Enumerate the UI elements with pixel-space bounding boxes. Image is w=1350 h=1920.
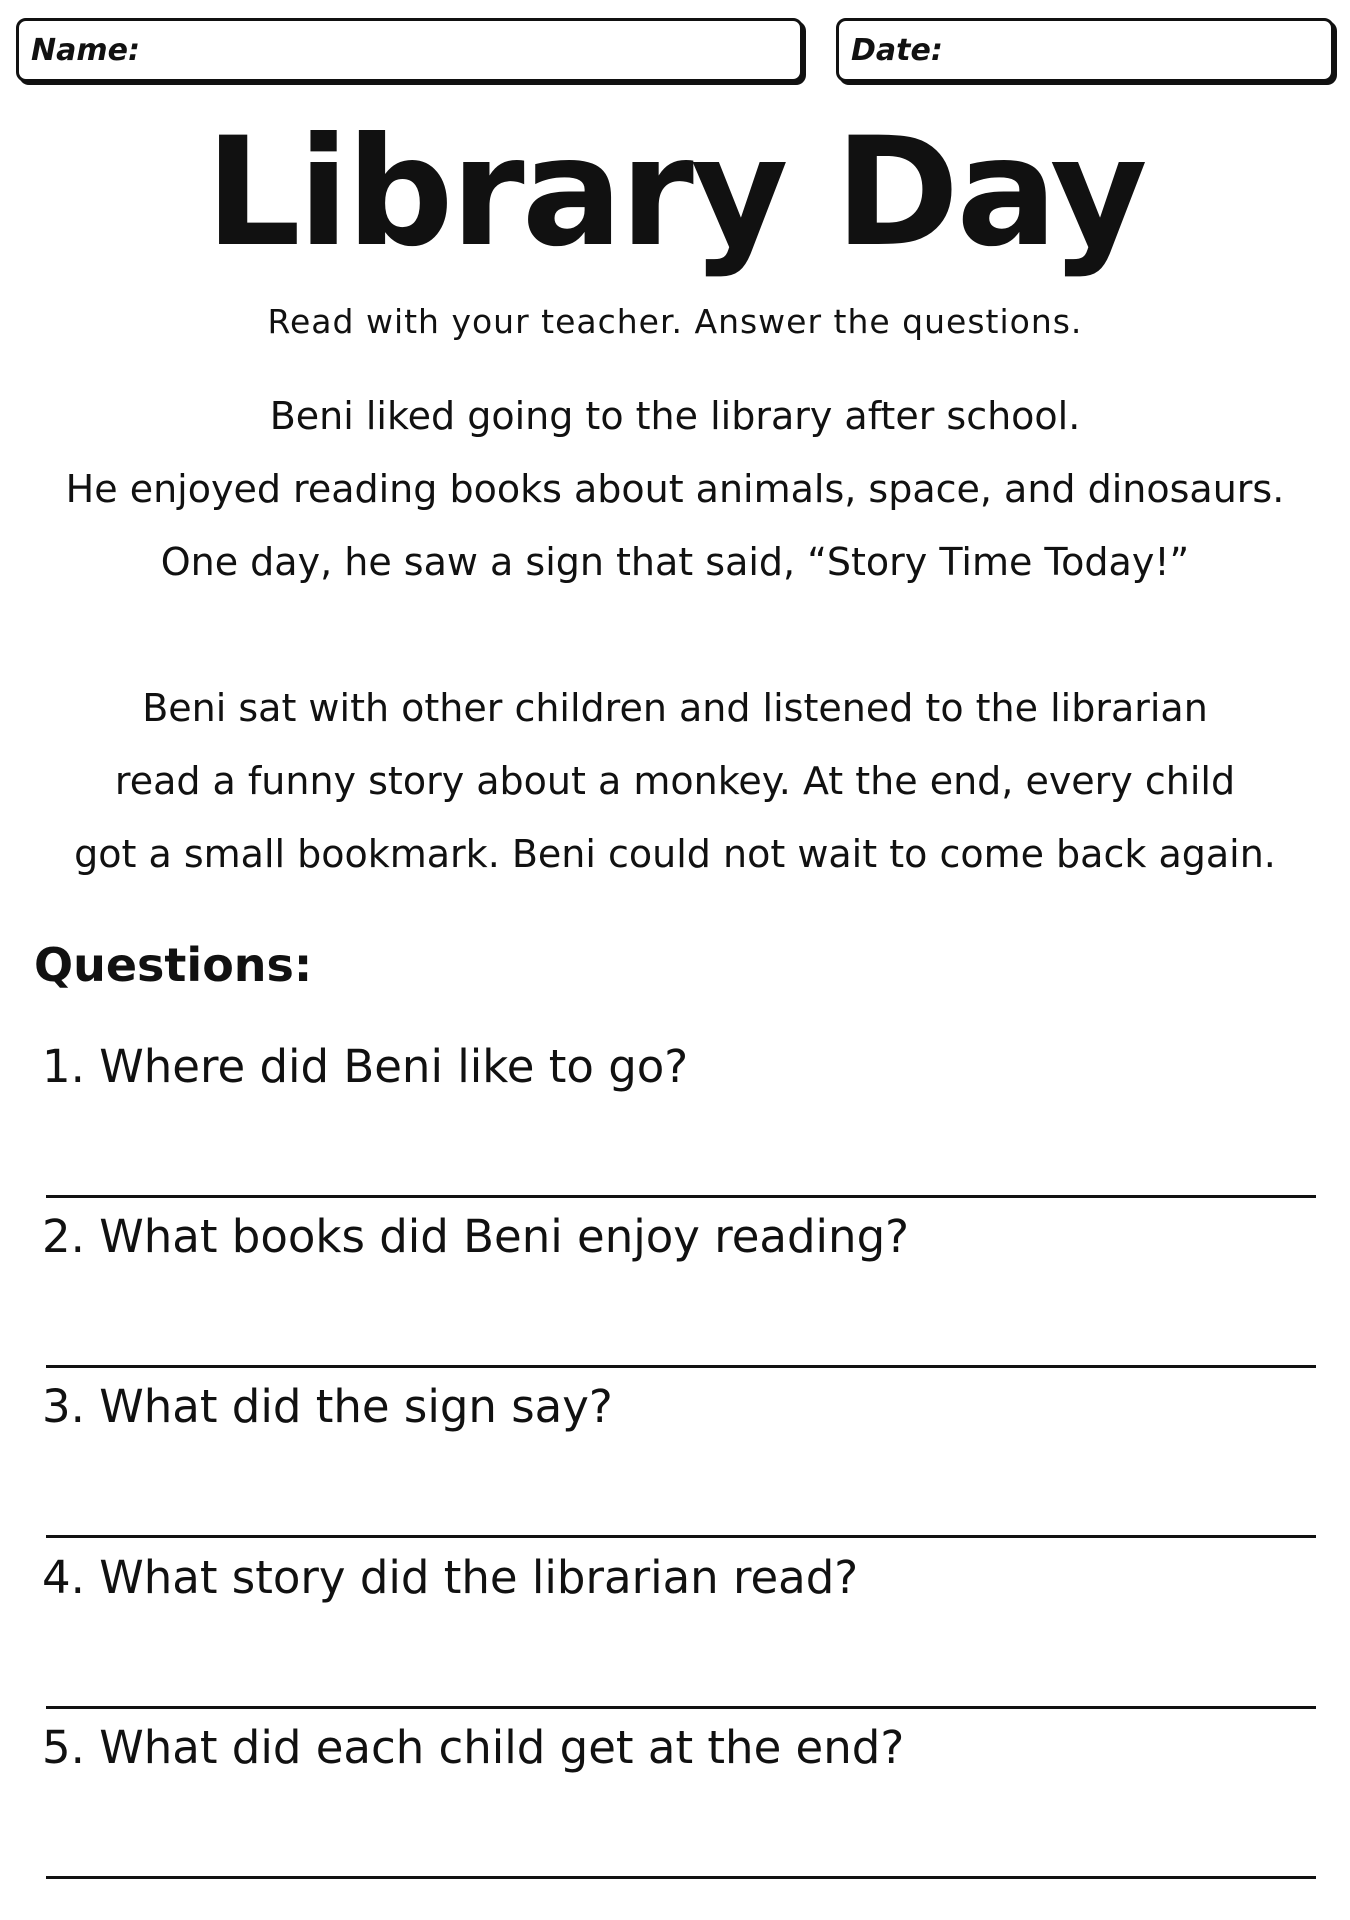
story-line: He enjoyed reading books about animals, space, and dinosaurs. [65,467,1285,511]
story-line: One day, he saw a sign that said, “Story Time Today!” [160,540,1190,584]
question-1-text: 1. Where did Beni like to go? [42,1040,689,1093]
name-field-box [16,18,803,82]
answer-3-input[interactable] [46,1495,1316,1538]
question-2-text: 2. What books did Beni enjoy reading? [42,1210,910,1263]
story-line: Beni sat with other children and listened to the librarian [142,686,1208,730]
question-5-text: 5. What did each child get at the end? [42,1721,905,1774]
date-label: Date: [851,33,943,68]
question-4-text: 4. What story did the librarian read? [42,1551,859,1604]
question-5 [42,1718,1312,1883]
story-passage [0,380,1350,891]
story-line: read a funny story about a monkey. At the end, every child [114,759,1236,803]
answer-5-input[interactable] [46,1836,1316,1879]
question-1 [42,1037,1312,1202]
story-line: Beni liked going to the library after school. [269,394,1081,438]
name-input[interactable] [144,29,790,71]
paragraph-gap [0,599,1350,672]
page-title: Library Day [205,106,1145,280]
questions-heading: Questions: [34,938,313,992]
date-field-box [836,18,1334,82]
question-2 [42,1207,1312,1372]
answer-4-input[interactable] [46,1666,1316,1709]
instructions: Read with your teacher. Answer the questions. [267,302,1083,341]
question-3 [42,1377,1312,1542]
date-input[interactable] [939,29,1321,71]
name-label: Name: [31,33,140,68]
question-4 [42,1548,1312,1713]
question-3-text: 3. What did the sign say? [42,1380,613,1433]
answer-1-input[interactable] [46,1155,1316,1198]
answer-2-input[interactable] [46,1325,1316,1368]
story-line: got a small bookmark. Beni could not wait to come back again. [74,832,1276,876]
